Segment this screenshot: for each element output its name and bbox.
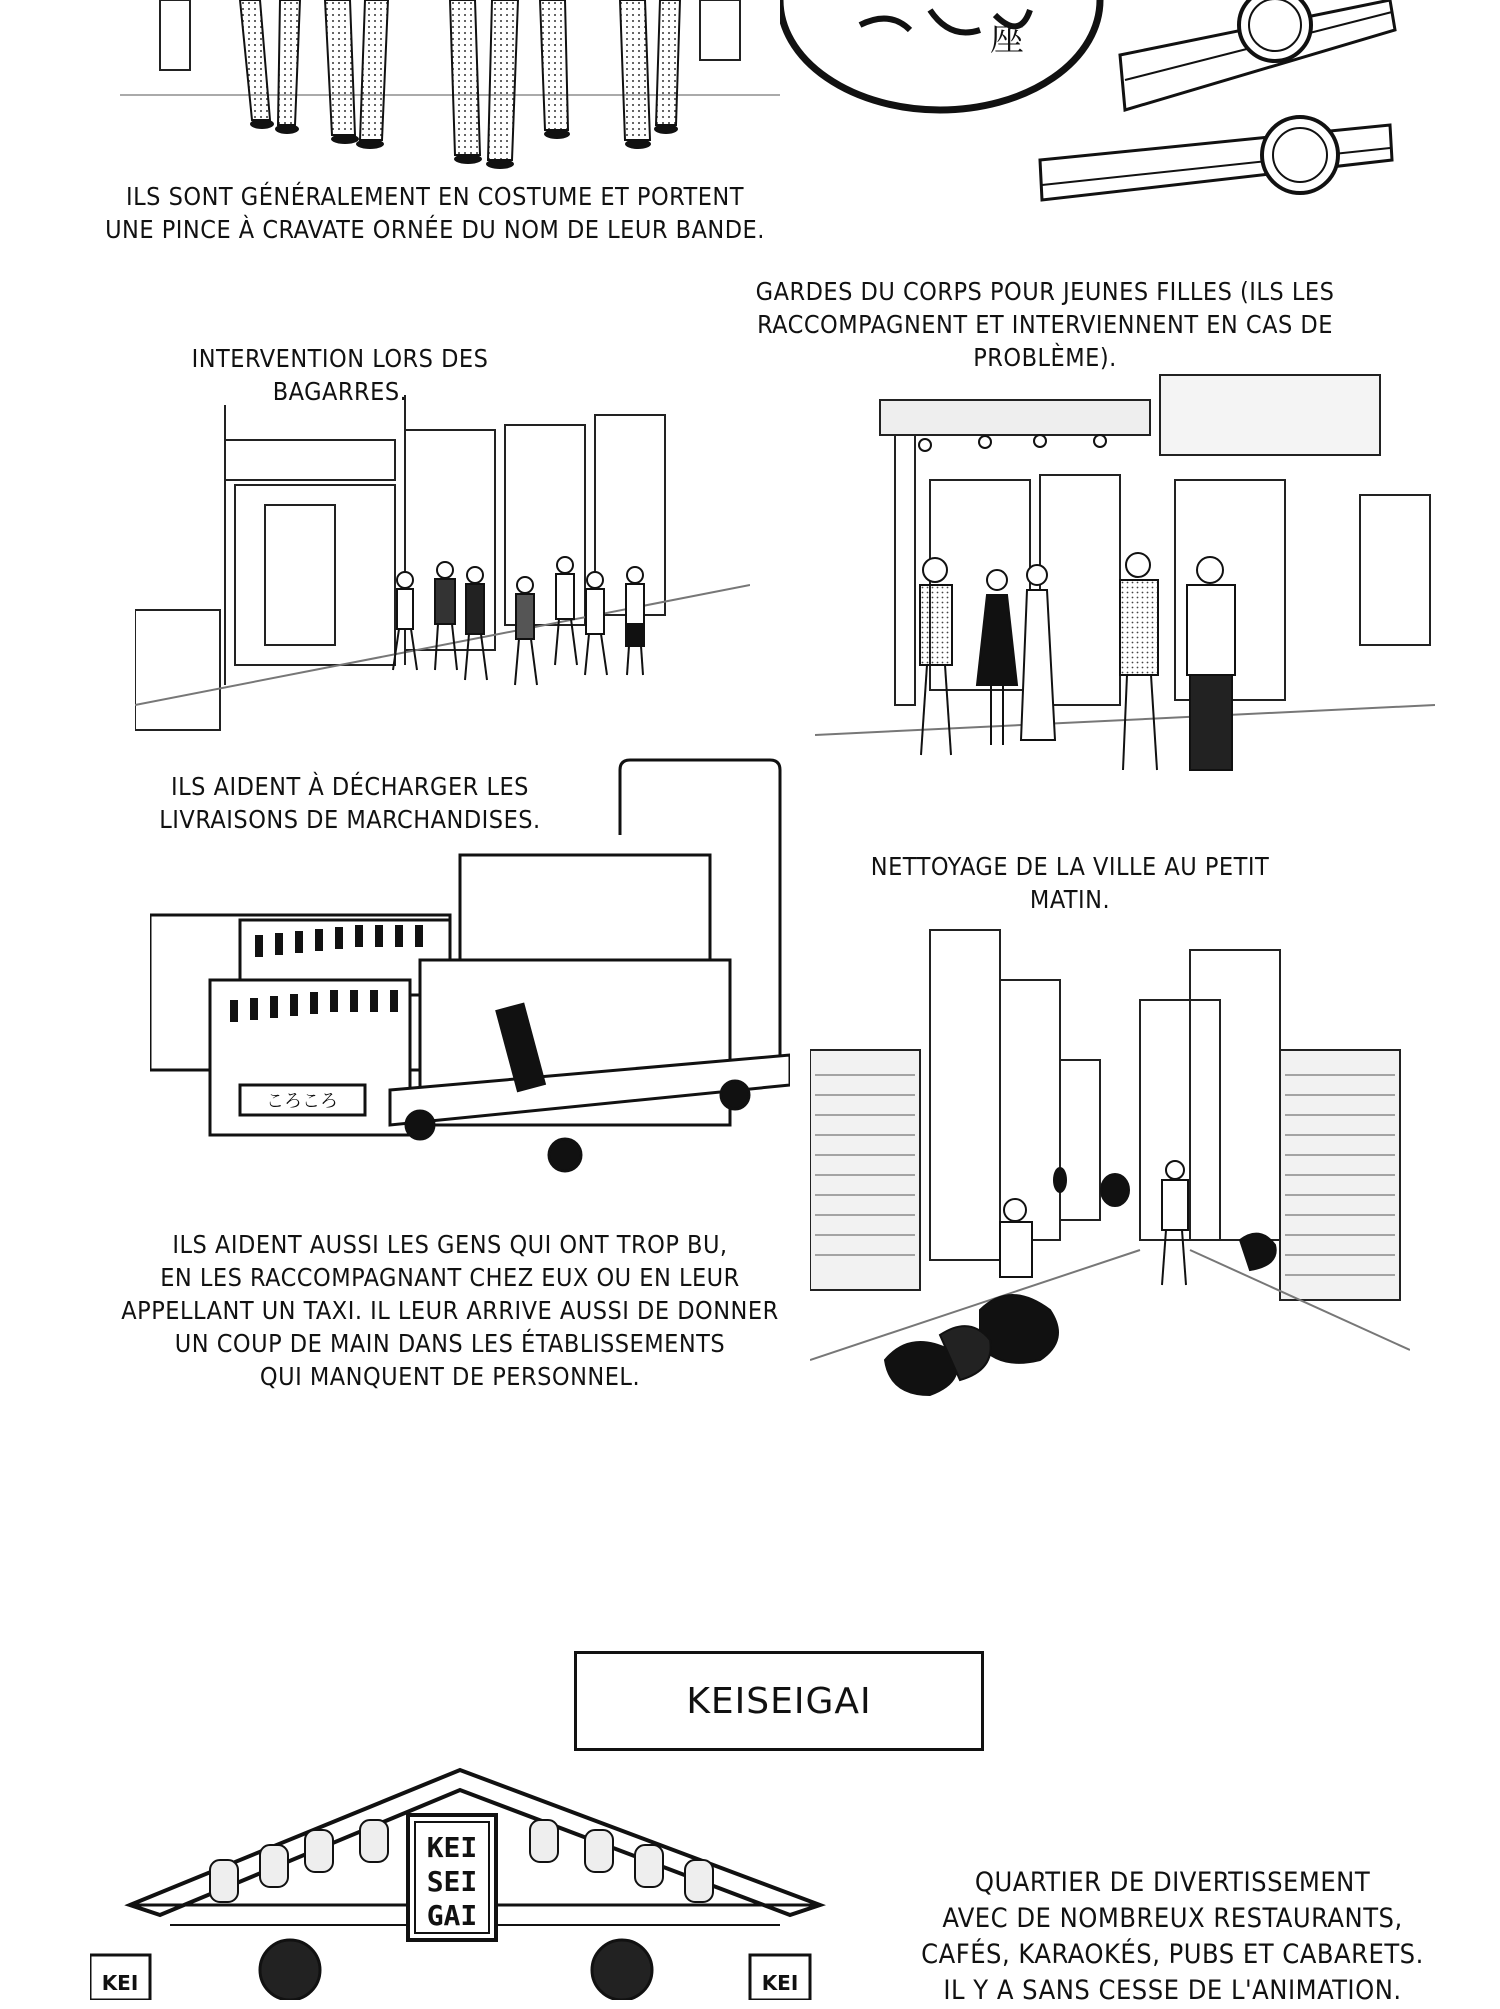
side-sign-right: KEI (761, 1971, 799, 1995)
brawler-figure (435, 562, 457, 670)
panel-cleaning (810, 890, 1410, 1410)
panel-bodyguards (815, 345, 1435, 795)
bodyguards-illustration (815, 345, 1435, 795)
cleaning-illustration (810, 890, 1410, 1410)
bodyguard-figure (1187, 557, 1235, 770)
section-title-text: KEISEIGAI (686, 1680, 872, 1722)
keiseigai-gate-illustration (90, 1765, 830, 2000)
bodyguard-figure (1120, 553, 1158, 770)
tie-clip-icon (1040, 117, 1392, 200)
section-title (574, 1651, 984, 1751)
brawler-figure (626, 567, 644, 675)
panel-tie-clips (780, 0, 1400, 215)
trash-bag (1240, 1234, 1276, 1270)
lantern-icon (260, 1940, 320, 2000)
tie-clip-icon (1120, 0, 1395, 110)
caption-district: QUARTIER DE DIVERTISSEMENT AVEC DE NOMBREUX RESTAURANTS, CAFÉS, KARAOKÉS, PUBS ET CABARETS. IL Y A SANS CESSE DE L'ANIMATION. (921, 1867, 1424, 2006)
trash-bag (980, 1295, 1058, 1363)
panel-keiseigai-gate (90, 1765, 830, 2000)
gate-sign-line1: KEI (426, 1831, 478, 1864)
deliveries-illustration (150, 755, 790, 1175)
lantern-icon (592, 1940, 652, 2000)
escort-figure (920, 558, 952, 755)
panel-deliveries (150, 755, 790, 1175)
brawler-figure (555, 557, 577, 665)
caption-drunk: ILS AIDENT AUSSI LES GENS QUI ONT TROP BU, EN LES RACCOMPAGNANT CHEZ EUX OU EN LEUR APPELLANT UN TAXI. IL LEUR ARRIVE AUSSI DE DONNER UN COUP DE MAIN DANS LES ÉTABLISSEMENTS QUI MANQUENT DE PERSONNEL. (121, 1230, 779, 1391)
street-fight-illustration (135, 385, 750, 745)
cleaner-figure (1162, 1161, 1188, 1285)
caption-suits: ILS SONT GÉNÉRALEMENT EN COSTUME ET PORTENT UNE PINCE À CRAVATE ORNÉE DU NOM DE LEUR BANDE. (105, 182, 765, 244)
suited-men-illustration (120, 0, 780, 175)
caption-cleaning: NETTOYAGE DE LA VILLE AU PETIT MATIN. (870, 852, 1270, 914)
cleaner-figure (1000, 1199, 1032, 1277)
caption-bodyguards: GARDES DU CORPS POUR JEUNES FILLES (ILS LES RACCOMPAGNENT ET INTERVIENNENT EN CAS DE PROBLÈME). (755, 277, 1335, 372)
crate-label: ころころ (266, 1091, 338, 1112)
gate-sign-line3: GAI (426, 1899, 478, 1932)
svg-text:座: 座 (990, 19, 1024, 59)
side-sign-left: KEI (101, 1971, 139, 1995)
caption-deliveries: ILS AIDENT À DÉCHARGER LES LIVRAISONS DE MARCHANDISES. (159, 772, 541, 834)
tie-clip-illustration (780, 0, 1400, 215)
brawler-figure (585, 572, 607, 675)
brawler-figure (515, 577, 537, 685)
panel-suited-men (120, 0, 780, 175)
brawler-figure (465, 567, 487, 680)
panel-street-fight (135, 385, 750, 745)
girl-figure (977, 570, 1017, 745)
girl-figure (1021, 565, 1055, 740)
caption-fights: INTERVENTION LORS DES BAGARRES. (191, 344, 489, 406)
gate-sign-line2: SEI (426, 1865, 478, 1898)
